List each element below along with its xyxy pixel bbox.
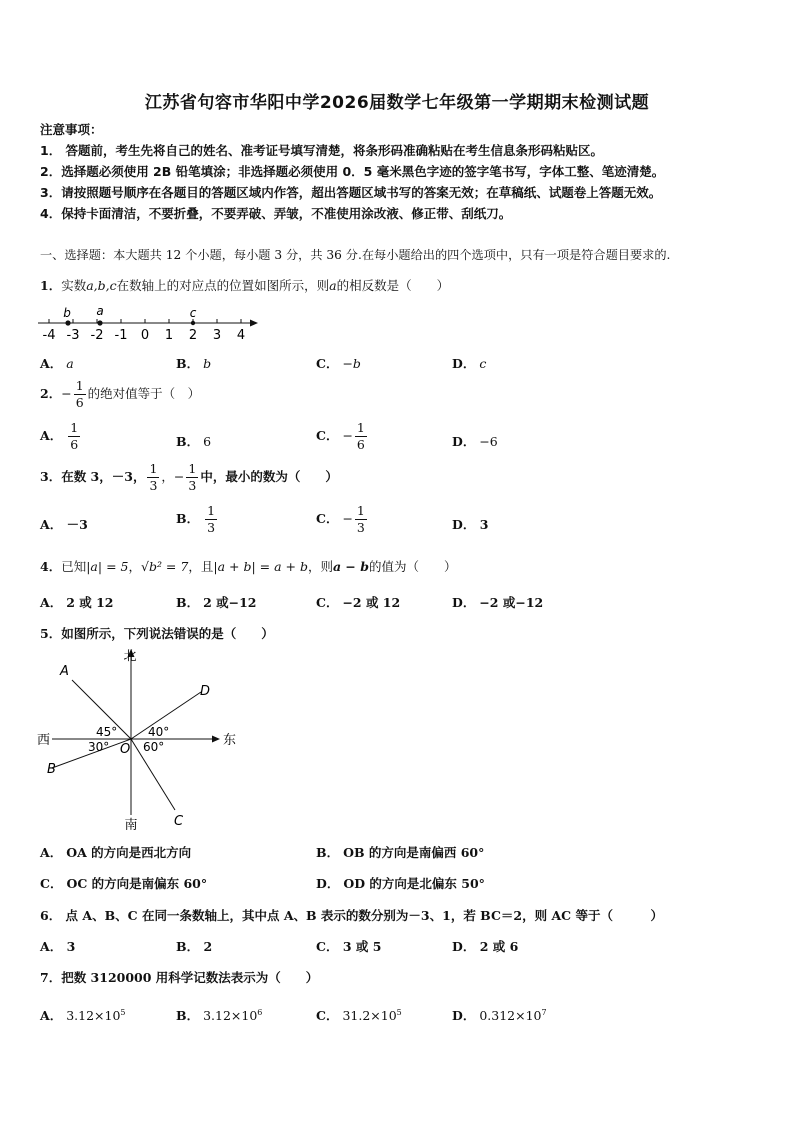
- compass-diagram: [30, 645, 240, 835]
- question-3: 3．在数 3，－3， $\frac{1}{3}$ ，− $\frac{1}{3}$ 中，最小的数为（ ）: [40, 461, 338, 493]
- notice-heading: 注意事项：: [40, 122, 103, 137]
- notice-item-2: 2．选择题必须使用 2B 铅笔填涂；非选择题必须使用 0．5 毫米黑色字迹的签字笔书写，字体工整、笔迹清楚。: [40, 164, 665, 179]
- q6-option-d[interactable]: D． 2 或 6: [452, 939, 519, 954]
- q4-option-d[interactable]: D． −2 或−12: [452, 595, 544, 610]
- question-5: 5．如图所示，下列说法错误的是（ ）: [40, 626, 274, 641]
- notice-item-1: 1． 答题前，考生先将自己的姓名、准考证号填写清楚，将条形码准确粘贴在考生信息条形码粘贴区。: [40, 143, 604, 158]
- tick-label: 1: [164, 328, 174, 343]
- question-2: 2．− $\frac{1}{6}$ 的绝对值等于（ ）: [40, 378, 201, 410]
- tick-label: 0: [140, 328, 150, 343]
- q2-option-b[interactable]: B． 6: [176, 434, 212, 449]
- question-6: 6． 点 A、B、C 在同一条数轴上，其中点 A、B 表示的数分别为－3、1，若 BC＝2，则 AC 等于（ ）: [40, 908, 663, 923]
- q6-option-a[interactable]: A． 3: [40, 939, 76, 954]
- point-c: [191, 321, 195, 325]
- q7-option-a[interactable]: A． $3.12\times 10^5$: [40, 1007, 126, 1023]
- point-label-a: a: [96, 304, 104, 318]
- south-label: 南: [124, 818, 138, 833]
- east-label: 东: [223, 733, 237, 748]
- point-a: [97, 320, 102, 325]
- tick-label: 3: [212, 328, 222, 343]
- point-b: [65, 320, 70, 325]
- angle-label-oc: 60°: [143, 740, 165, 754]
- number-line-figure: [34, 303, 264, 343]
- q5-option-d[interactable]: D． OD 的方向是北偏东 50°: [316, 876, 485, 891]
- page-title: 江苏省句容市华阳中学2026届数学七年级第一学期期末检测试题: [144, 93, 650, 113]
- tick-label: -3: [66, 328, 80, 343]
- q2-option-c[interactable]: C． − $\frac{1}{6}$: [316, 420, 365, 452]
- number-line-ticks: [49, 319, 241, 323]
- tick-label: 4: [236, 328, 246, 343]
- q6-option-c[interactable]: C． 3 或 5: [316, 939, 382, 954]
- question-7: 7．把数 3120000 用科学记数法表示为（ ）: [40, 970, 319, 985]
- q5-option-c[interactable]: C． OC 的方向是南偏东 60°: [40, 876, 208, 891]
- q7-option-d[interactable]: D． $0.312\times 10^7$: [452, 1007, 547, 1023]
- question-number: 2．: [40, 386, 62, 401]
- north-label: 北: [123, 649, 137, 664]
- q3-option-d[interactable]: D． 3: [452, 517, 489, 532]
- point-label-c: c: [189, 306, 197, 320]
- section-heading: 一、选择题：本大题共 12 个小题，每小题 3 分，共 36 分.在每小题给出的四个选项中，只有一项是符合题目要求的.: [40, 248, 671, 262]
- notice-item-3: 3．请按照题号顺序在各题目的答题区域内作答，超出答题区域书写的答案无效；在草稿纸、试题卷上答题无效。: [40, 185, 662, 200]
- angle-label-ob: 30°: [88, 740, 110, 754]
- tick-label: 2: [188, 328, 198, 343]
- q3-option-a[interactable]: A． －3: [40, 517, 88, 532]
- point-label-b: b: [63, 306, 71, 320]
- q2-option-d[interactable]: D． −6: [452, 434, 498, 449]
- point-label-a: A: [60, 664, 69, 679]
- west-label: 西: [37, 733, 51, 748]
- q1-option-a[interactable]: A． a: [40, 356, 74, 371]
- notice-item-4: 4．保持卡面清洁，不要折叠，不要弄破、弄皱，不准使用涂改液、修正带、刮纸刀。: [40, 206, 512, 221]
- arrow-right-icon: [250, 320, 258, 327]
- q6-option-b[interactable]: B． 2: [176, 939, 213, 954]
- q4-option-b[interactable]: B． 2 或−12: [176, 595, 257, 610]
- arrow-right-icon: [212, 736, 220, 743]
- q5-option-a[interactable]: A． OA 的方向是西北方向: [40, 845, 192, 860]
- question-number: 3．: [40, 469, 62, 484]
- q1-option-b[interactable]: B． b: [176, 356, 212, 371]
- question-number: 1．: [40, 278, 62, 293]
- origin-label: O: [120, 742, 131, 757]
- question-1: 1．实数a,b,c在数轴上的对应点的位置如图所示，则a的相反数是（ ）: [40, 278, 450, 293]
- question-4: 4．已知|a| = 5，√b² = 7，且|a + b| = a + b，则a − b的值为（ ）: [40, 559, 457, 574]
- q7-option-b[interactable]: B． $3.12\times 10^6$: [176, 1007, 263, 1023]
- q4-option-c[interactable]: C． −2 或 12: [316, 595, 401, 610]
- point-label-d: D: [200, 684, 211, 699]
- angle-label-od: 40°: [148, 725, 170, 739]
- point-label-c: C: [174, 814, 184, 829]
- q5-option-b[interactable]: B． OB 的方向是南偏西 60°: [316, 845, 485, 860]
- q3-option-c[interactable]: C． − $\frac{1}{3}$: [316, 503, 365, 535]
- q4-option-a[interactable]: A． 2 或 12: [40, 595, 114, 610]
- angle-label-oa: 45°: [96, 725, 118, 739]
- q3-option-b[interactable]: B． $\frac{1}{3}$: [176, 503, 216, 535]
- q1-option-c[interactable]: C． −b: [316, 356, 361, 371]
- tick-label: -4: [42, 328, 56, 343]
- question-number: 5．: [40, 626, 62, 641]
- tick-label: -2: [90, 328, 104, 343]
- question-number: 4．: [40, 559, 62, 574]
- point-label-b: B: [47, 762, 56, 777]
- q1-option-d[interactable]: D． c: [452, 356, 487, 371]
- q7-option-c[interactable]: C． $31.2\times 10^5$: [316, 1007, 402, 1023]
- q2-option-a[interactable]: A． $\frac{1}{6}$: [40, 420, 79, 452]
- tick-label: -1: [114, 328, 128, 343]
